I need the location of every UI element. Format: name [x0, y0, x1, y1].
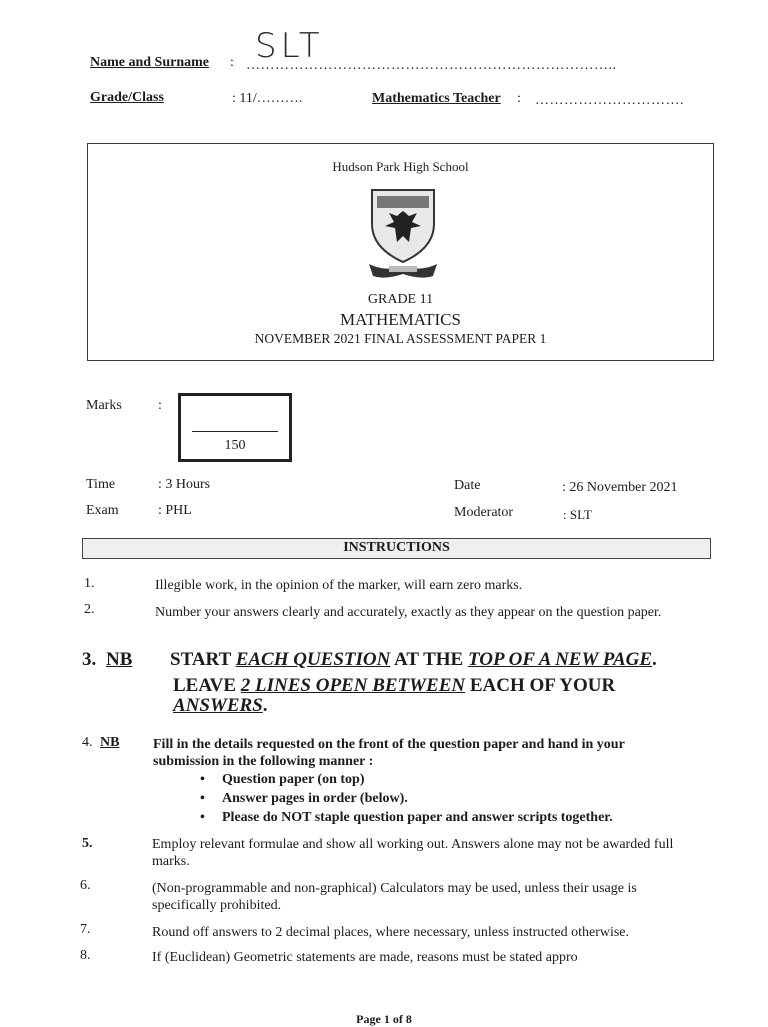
name-field[interactable]: ………………………………………………………………….. — [246, 58, 617, 73]
instruction-3-nb: NB — [106, 649, 133, 670]
instruction-3-line-1: START EACH QUESTION AT THE TOP OF A NEW PAGE. — [170, 649, 657, 670]
instruction-5-number: 5. — [82, 836, 93, 851]
grade-heading: GRADE 11 — [367, 292, 434, 307]
instruction-6-text: (Non-programmable and non-graphical) Calculators may be used, unless their usage is specifically prohibited. — [152, 881, 637, 913]
instruction-1-text: Illegible work, in the opinion of the marker, will earn zero marks. — [155, 578, 523, 593]
grade-label: Grade/Class — [90, 90, 164, 105]
moderator-value: : SLT — [563, 507, 592, 522]
instruction-4-nb: NB — [100, 735, 120, 750]
handwritten-name: SLT — [255, 26, 324, 66]
marks-label: Marks — [86, 398, 122, 413]
time-label: Time — [86, 477, 116, 492]
name-label: Name and Surname — [90, 55, 210, 70]
instruction-4-text: Fill in the details requested on the front of the question paper and hand in your submission in the following manner : — [153, 737, 625, 769]
exam-value: : PHL — [158, 503, 192, 518]
instruction-7-text: Round off answers to 2 decimal places, where necessary, unless instructed otherwise. — [152, 925, 630, 940]
instruction-2-text: Number your answers clearly and accurately, exactly as they appear on the question paper. — [155, 605, 662, 620]
instructions-heading: INSTRUCTIONS — [82, 538, 711, 559]
school-name: Hudson Park High School — [332, 159, 469, 174]
instruction-1-number: 1. — [84, 576, 95, 591]
time-value: : 3 Hours — [158, 477, 211, 492]
instruction-6-number: 6. — [80, 878, 91, 893]
name-colon: : — [230, 55, 234, 70]
instruction-5-text: Employ relevant formulae and show all working out. Answers alone may not be awarded full marks. — [152, 837, 674, 869]
grade-field[interactable]: : 11/………. — [232, 91, 303, 106]
exam-header-box — [87, 143, 714, 361]
paper-heading: NOVEMBER 2021 FINAL ASSESSMENT PAPER 1 — [254, 331, 547, 346]
instruction-3-line-3: ANSWERS. — [173, 695, 268, 716]
teacher-field[interactable]: …………………………. — [535, 93, 684, 108]
list-item: • Please do NOT staple question paper and answer scripts together. — [194, 808, 694, 827]
marks-divider — [192, 431, 278, 432]
instruction-2-number: 2. — [84, 602, 95, 617]
instruction-4-list — [194, 770, 694, 827]
marks-box[interactable] — [178, 393, 292, 462]
moderator-label: Moderator — [454, 505, 514, 520]
teacher-colon: : — [517, 91, 521, 106]
instruction-7-number: 7. — [80, 922, 91, 937]
instruction-4-number: 4. — [82, 735, 93, 750]
page-number: Page 1 of 8 — [356, 1012, 412, 1026]
instruction-8-text: If (Euclidean) Geometric statements are made, reasons must be stated appro — [152, 950, 578, 965]
teacher-label: Mathematics Teacher — [372, 91, 501, 106]
subject-heading: MATHEMATICS — [340, 310, 461, 329]
list-item: • Answer pages in order (below). — [194, 789, 694, 808]
date-label: Date — [454, 478, 481, 493]
exam-label: Exam — [86, 503, 119, 518]
instruction-3-line-2: LEAVE 2 LINES OPEN BETWEEN EACH OF YOUR — [173, 675, 616, 696]
list-item: • Question paper (on top) — [194, 770, 694, 789]
instruction-3-number: 3. — [82, 649, 97, 670]
date-value: : 26 November 2021 — [562, 480, 678, 495]
instruction-8-number: 8. — [80, 948, 91, 963]
school-crest-icon — [365, 186, 441, 284]
marks-total: 150 — [224, 438, 246, 453]
marks-colon: : — [158, 398, 162, 413]
